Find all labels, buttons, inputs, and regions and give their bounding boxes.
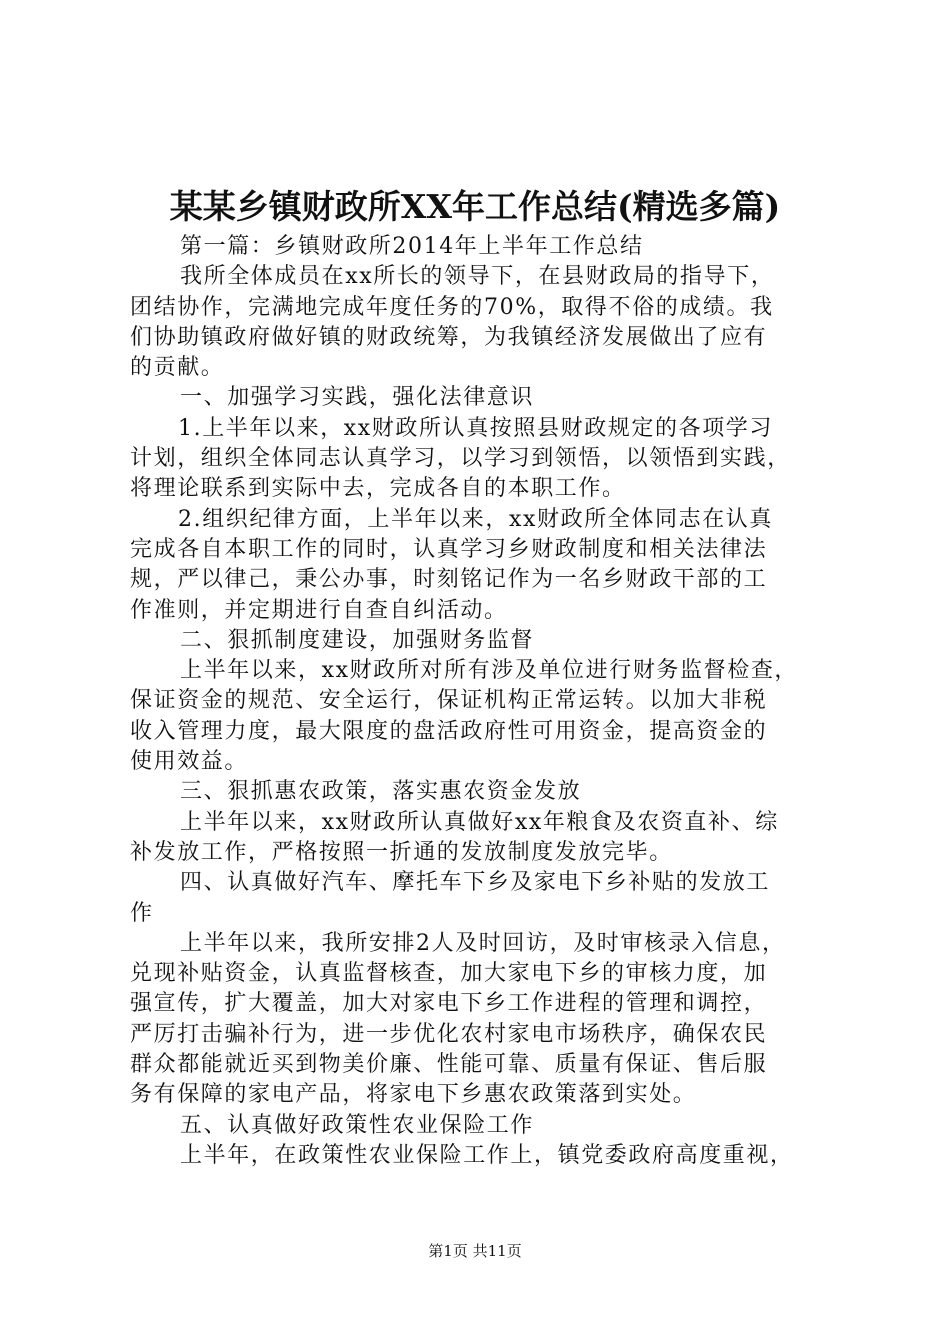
section-heading: 二、狠抓制度建设，加强财务监督 xyxy=(180,627,535,653)
section-heading: 作 xyxy=(130,900,154,926)
body-line: 我所全体成员在xx所长的领导下，在县财政局的指导下， xyxy=(180,264,775,290)
body-line: 规，严以律己，秉公办事，时刻铭记作为一名乡财政干部的工 xyxy=(130,567,768,593)
body-line: 上半年以来，xx财政所对所有涉及单位进行财务监督检查， xyxy=(180,658,799,684)
body-line: 1.上半年以来，xx财政所认真按照县财政规定的各项学习 xyxy=(178,415,774,441)
body-line: 将理论联系到实际中去，完成各自的本职工作。 xyxy=(130,476,626,502)
body-line: 群众都能就近买到物美价廉、性能可靠、质量有保证、售后服 xyxy=(130,1052,768,1078)
body-line: 务有保障的家电产品，将家电下乡惠农政策落到实处。 xyxy=(130,1082,697,1108)
body-line: 兑现补贴资金，认真监督核查，加大家电下乡的审核力度，加 xyxy=(130,961,768,987)
section-heading: 一、加强学习实践，强化法律意识 xyxy=(180,385,535,411)
section-heading: 三、狠抓惠农政策，落实惠农资金发放 xyxy=(180,779,582,805)
body-line: 强宣传，扩大覆盖，加大对家电下乡工作进程的管理和调控， xyxy=(130,991,768,1017)
section-heading: 五、认真做好政策性农业保险工作 xyxy=(180,1112,535,1138)
body-line: 使用效益。 xyxy=(130,749,249,775)
document-title: 某某乡镇财政所XX年工作总结(精选多篇) xyxy=(169,187,781,226)
document-body xyxy=(130,232,830,1171)
body-line: 上半年以来，我所安排2人及时回访，及时审核录入信息， xyxy=(180,930,786,956)
body-line: 收入管理力度，最大限度的盘活政府性可用资金，提高资金的 xyxy=(130,718,768,744)
body-line: 上半年以来，xx财政所认真做好xx年粮食及农资直补、综 xyxy=(180,809,779,835)
body-line: 团结协作，完满地完成年度任务的70%，取得不俗的成绩。我 xyxy=(130,294,774,320)
body-line: 2.组织纪律方面，上半年以来，xx财政所全体同志在认真 xyxy=(178,506,774,532)
body-line: 保证资金的规范、安全运行，保证机构正常运转。以加大非税 xyxy=(130,688,768,714)
section-heading: 四、认真做好汽车、摩托车下乡及家电下乡补贴的发放工 xyxy=(180,870,771,896)
body-line: 们协助镇政府做好镇的财政统筹，为我镇经济发展做出了应有 xyxy=(130,324,768,350)
body-line: 计划，组织全体同志认真学习，以学习到领悟，以领悟到实践， xyxy=(130,446,791,472)
body-line: 的贡献。 xyxy=(130,355,225,381)
body-line: 完成各自本职工作的同时，认真学习乡财政制度和相关法律法 xyxy=(130,536,768,562)
body-line: 上半年，在政策性农业保险工作上，镇党委政府高度重视， xyxy=(180,1142,794,1168)
body-line: 补发放工作，严格按照一折通的发放制度发放完毕。 xyxy=(130,839,673,865)
section-heading: 第一篇：乡镇财政所2014年上半年工作总结 xyxy=(180,234,644,259)
body-line: 严厉打击骗补行为，进一步优化农村家电市场秩序，确保农民 xyxy=(130,1021,768,1047)
body-line: 作准则，并定期进行自查自纠活动。 xyxy=(130,597,508,623)
page-footer: 第1页 共11页 xyxy=(428,1242,522,1260)
